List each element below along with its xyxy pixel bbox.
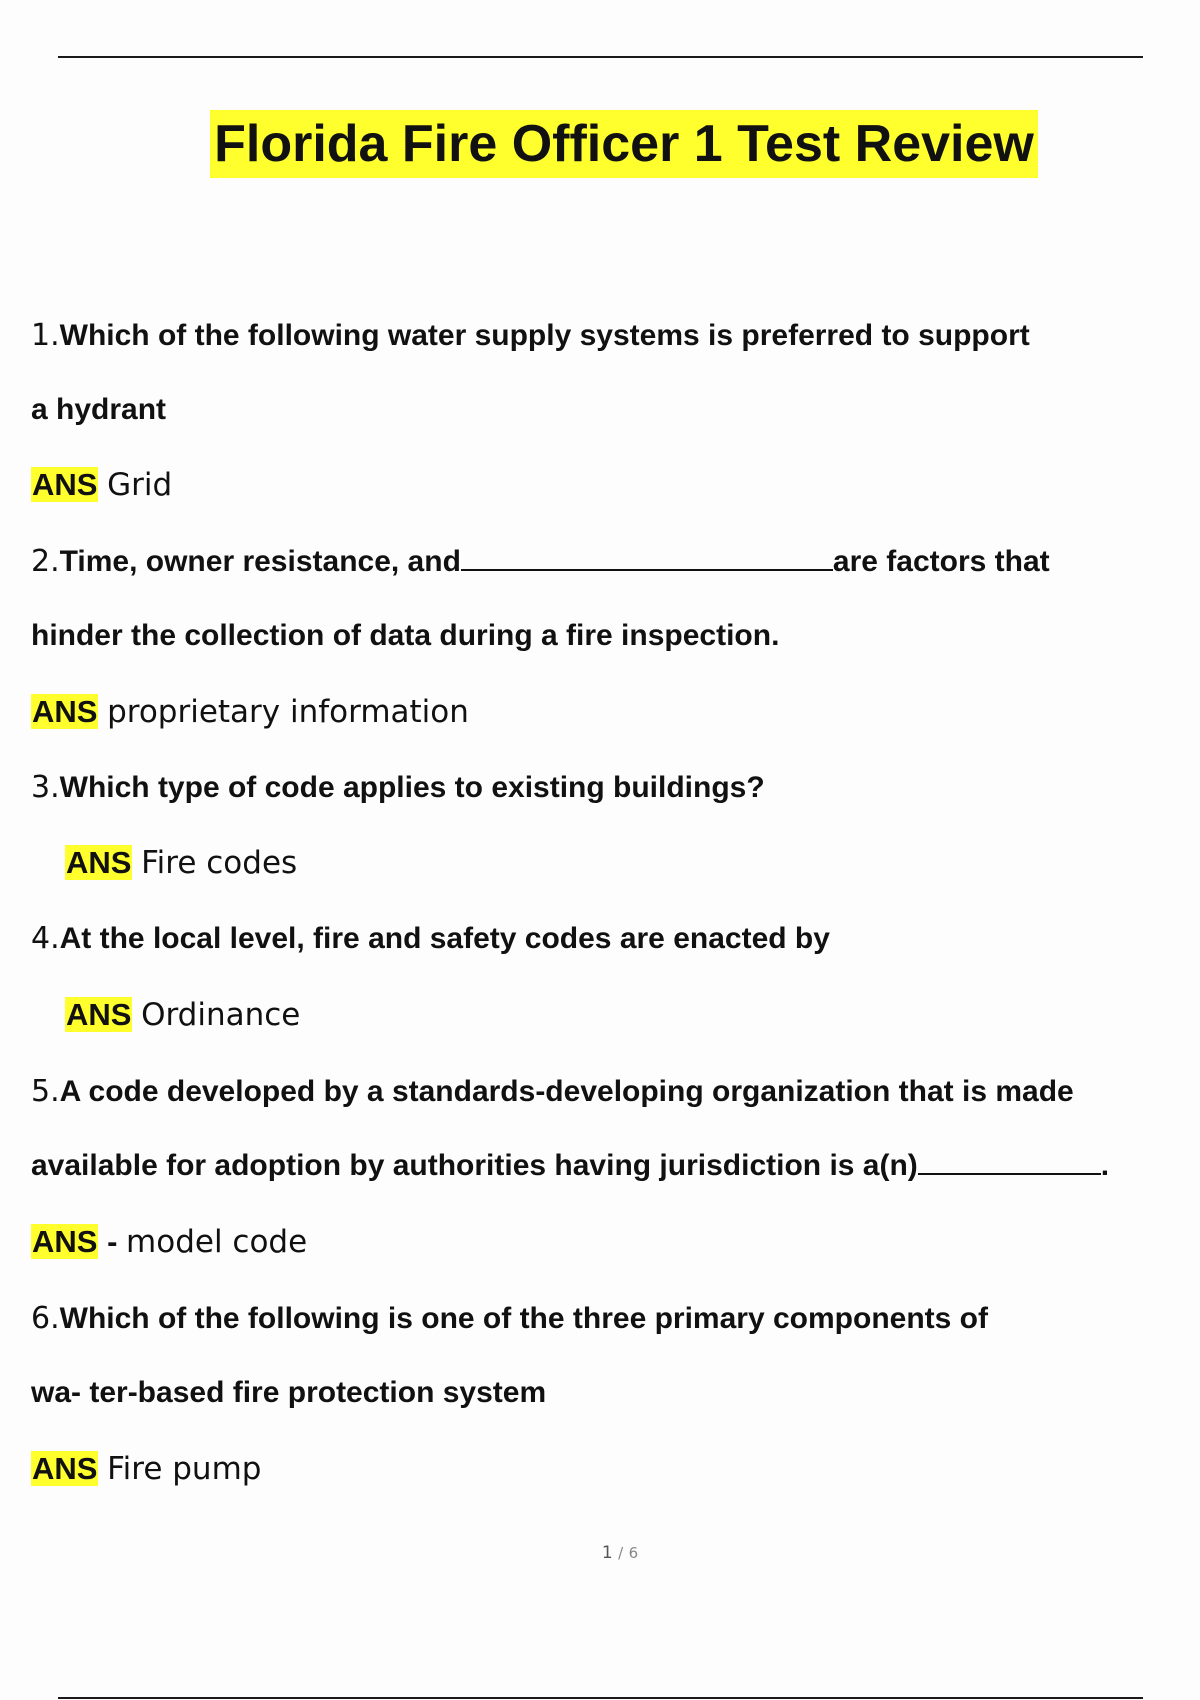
question-5-line-2 <box>31 1149 1109 1183</box>
question-2-text-after: are factors that <box>832 545 1050 578</box>
answer-2-label: ANS <box>32 694 98 729</box>
question-2-line-1 <box>31 544 1050 579</box>
document-title: Florida Fire Officer 1 Test Review <box>210 110 1038 178</box>
answer-3 <box>65 845 297 881</box>
answer-4-label: ANS <box>66 997 132 1032</box>
question-4-number: 4. <box>31 921 60 956</box>
answer-5-dash: - <box>107 1224 118 1259</box>
question-2-line-2: hinder the collection of data during a fire inspection. <box>31 619 780 652</box>
question-6-number: 6. <box>31 1301 60 1336</box>
question-3-number: 3. <box>31 770 60 805</box>
answer-4-text: Ordinance <box>141 997 301 1033</box>
question-4-text: At the local level, fire and safety codes are enacted by <box>59 922 830 955</box>
top-rule <box>58 56 1143 58</box>
answer-2-text: proprietary information <box>107 694 469 730</box>
question-5-text: A code developed by a standards-developing organization that is made <box>59 1075 1074 1108</box>
question-3-line-1 <box>31 770 765 805</box>
question-2-text-before: Time, owner resistance, and <box>59 545 461 578</box>
question-1-line-2: a hydrant <box>31 393 167 426</box>
answer-5-label: ANS <box>32 1224 98 1259</box>
question-5-number: 5. <box>31 1074 60 1109</box>
answer-5 <box>31 1224 307 1260</box>
answer-1-label: ANS <box>32 467 98 502</box>
page-separator: / <box>618 1544 624 1562</box>
answer-5-text: model code <box>126 1224 308 1260</box>
page-current: 1 <box>601 1543 613 1563</box>
question-2-number: 2. <box>31 544 60 579</box>
question-5-line-1 <box>31 1074 1074 1109</box>
answer-1-text: Grid <box>107 467 173 503</box>
question-2-blank <box>461 545 833 571</box>
question-3-text: Which type of code applies to existing buildings? <box>59 771 765 804</box>
question-6-line-1 <box>31 1301 988 1336</box>
question-6-line-2: wa- ter-based fire protection system <box>31 1376 547 1409</box>
title-container <box>0 110 1200 178</box>
page-indicator <box>0 1543 1200 1563</box>
question-5-text-after: . <box>1100 1149 1110 1182</box>
answer-3-text: Fire codes <box>141 845 298 881</box>
question-1-line-1 <box>31 318 1030 353</box>
page-total: 6 <box>628 1544 639 1562</box>
answer-4 <box>65 997 300 1033</box>
question-1-text: Which of the following water supply systems is preferred to support <box>59 319 1030 352</box>
question-5-text-before: available for adoption by authorities having jurisdiction is a(n) <box>31 1149 918 1182</box>
answer-3-label: ANS <box>66 845 132 880</box>
answer-6-text: Fire pump <box>107 1451 262 1487</box>
answer-1 <box>31 467 172 503</box>
question-1-number: 1. <box>31 318 60 353</box>
answer-6 <box>31 1451 261 1487</box>
bottom-rule <box>58 1697 1143 1699</box>
answer-6-label: ANS <box>32 1451 98 1486</box>
question-5-blank <box>918 1149 1101 1175</box>
answer-2 <box>31 694 469 730</box>
question-4-line-1 <box>31 921 830 956</box>
question-6-text: Which of the following is one of the three primary components of <box>59 1302 988 1335</box>
